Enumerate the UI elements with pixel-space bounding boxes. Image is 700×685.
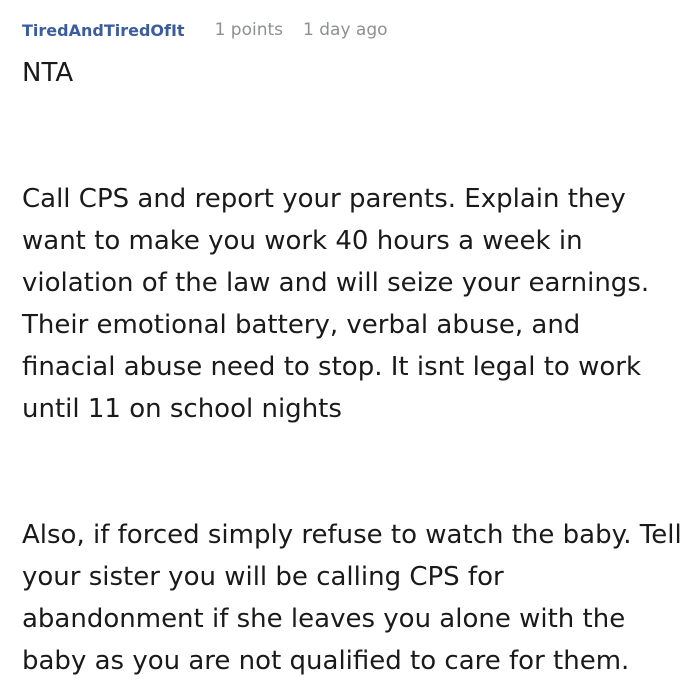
comment-paragraph-followup: Also, if forced simply refuse to watch the baby. Tell your sister you will be calling CPS for abandonment if she leaves you alone with the baby as you are not qualified to care for them. [22,520,682,676]
comment-paragraph-advice: Call CPS and report your parents. Explain they want to make you work 40 hours a week in violation of the law and will seize your earnings. Their emotional battery, verbal abuse, and finacial abuse need to stop. It isnt legal to work until 11 on school nights [22,184,650,424]
comment-points: 1 points [214,20,284,40]
comment-timestamp: 1 day ago [303,20,388,40]
comment-paragraph-verdict: NTA [22,58,74,88]
comment-body [22,52,682,682]
comment-meta [22,18,388,42]
comment-author-link[interactable]: TiredAndTiredOfIt [22,20,185,40]
